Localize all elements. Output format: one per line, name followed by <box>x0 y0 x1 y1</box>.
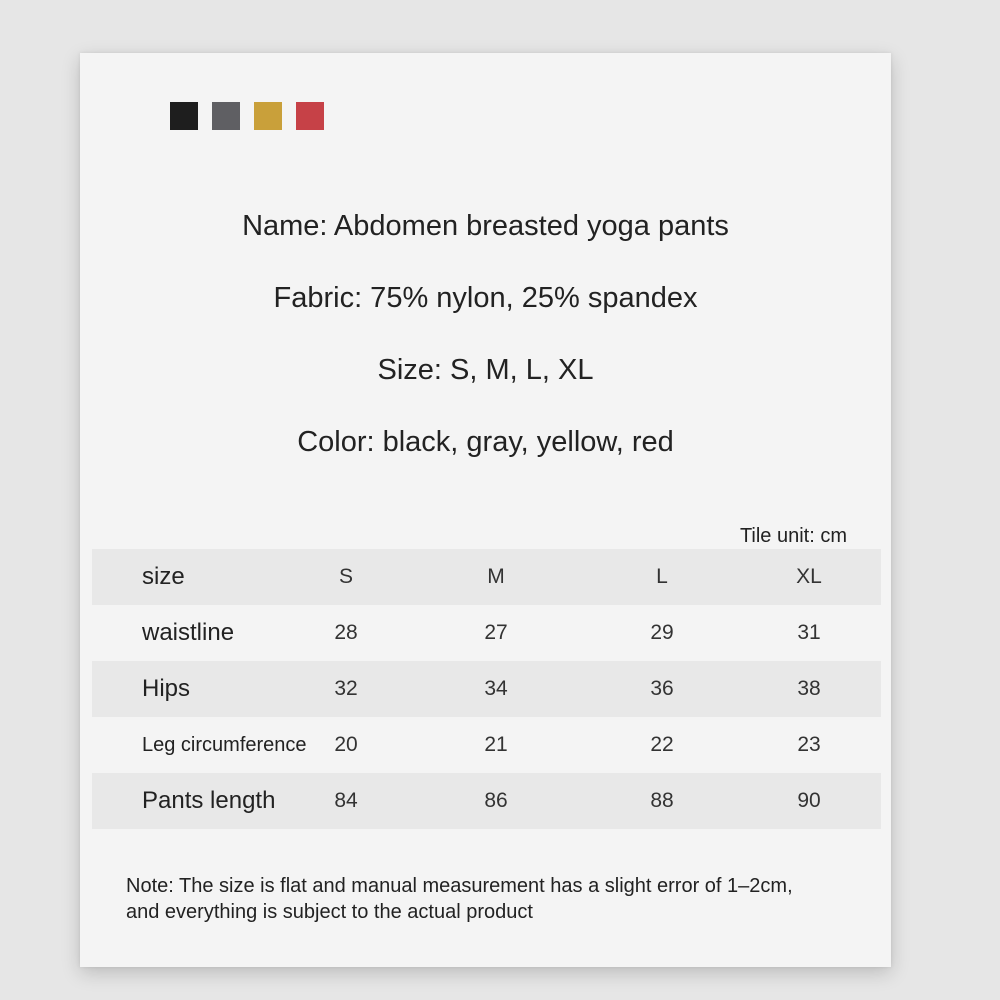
row-label: Hips <box>142 675 191 702</box>
table-cell: 84 <box>334 789 358 812</box>
table-cell: 88 <box>650 789 674 812</box>
product-card <box>80 53 891 967</box>
size-table <box>92 549 881 829</box>
table-row <box>92 605 881 661</box>
table-cell: 28 <box>334 621 358 644</box>
row-label: Leg circumference <box>142 733 307 756</box>
unit-note: Tile unit: cm <box>739 525 847 547</box>
product-name: Name: Abdomen breasted yoga pants <box>242 210 729 242</box>
table-cell: 34 <box>484 677 508 700</box>
product-fabric: Fabric: 75% nylon, 25% spandex <box>273 282 698 314</box>
header-size-l: L <box>656 565 668 588</box>
color-swatch-black <box>170 102 198 130</box>
color-swatch-red <box>296 102 324 130</box>
table-cell: 90 <box>797 789 821 812</box>
table-row <box>92 717 881 773</box>
table-cell: 38 <box>797 677 821 700</box>
header-size-xl: XL <box>796 565 822 588</box>
table-cell: 29 <box>650 621 674 644</box>
row-label: Pants length <box>142 787 276 814</box>
table-cell: 86 <box>484 789 508 812</box>
color-swatch-gray <box>212 102 240 130</box>
table-cell: 20 <box>334 733 358 756</box>
note-line-2: and everything is subject to the actual product <box>126 901 533 923</box>
row-label: waistline <box>142 619 235 646</box>
header-size-s: S <box>338 565 354 588</box>
table-cell: 27 <box>484 621 508 644</box>
note-line-1: Note: The size is flat and manual measurement has a slight error of 1–2cm, <box>126 875 793 897</box>
product-colors: Color: black, gray, yellow, red <box>297 426 674 458</box>
table-cell: 21 <box>484 733 508 756</box>
table-cell: 32 <box>334 677 358 700</box>
table-cell: 36 <box>650 677 674 700</box>
color-swatches <box>170 102 324 130</box>
color-swatch-yellow <box>254 102 282 130</box>
product-sizes: Size: S, M, L, XL <box>377 354 594 386</box>
table-cell: 23 <box>797 733 821 756</box>
header-label: size <box>142 563 185 590</box>
table-cell: 31 <box>797 621 821 644</box>
table-row <box>92 661 881 717</box>
table-cell: 22 <box>650 733 674 756</box>
header-size-m: M <box>487 565 505 588</box>
table-row <box>92 773 881 829</box>
table-header-row <box>92 549 881 605</box>
measurement-note <box>126 873 886 925</box>
